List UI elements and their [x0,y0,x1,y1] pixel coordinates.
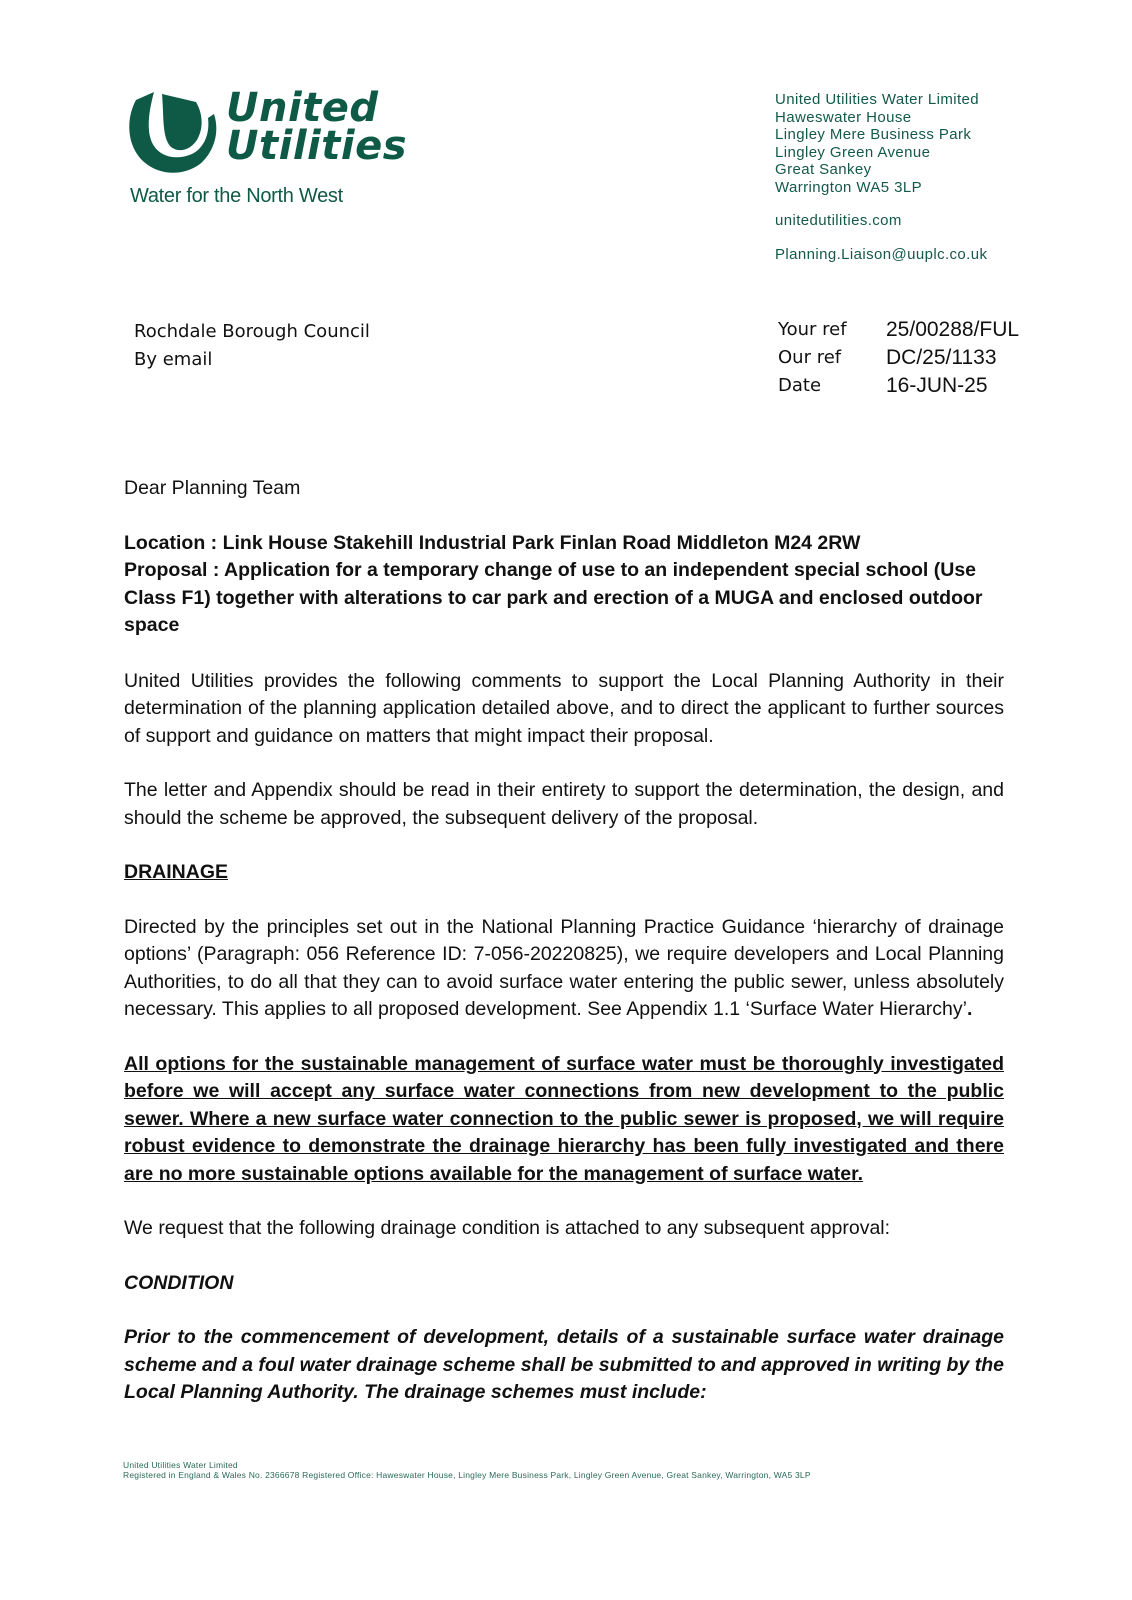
letter-body [124,475,1004,1434]
address-line: United Utilities Water Limited [775,91,980,108]
recipient-name: Rochdale Borough Council [134,321,370,342]
united-utilities-u-icon [122,88,222,178]
brand-name-line1: United [226,85,379,131]
your-ref-value: 25/00288/FUL [886,318,1020,341]
recipient-delivery: By email [134,349,213,370]
footer-company: United Utilities Water Limited [123,1460,238,1470]
website-link[interactable]: unitedutilities.com [775,212,902,229]
reference-block [778,316,1019,400]
address-line: Lingley Green Avenue [775,143,931,161]
email-link[interactable]: Planning.Liaison@uuplc.co.uk [775,245,988,263]
condition-text: Prior to the commencement of development, details of a sustainable surface water drainage scheme and a foul water drainage scheme shall be submitted to and approved in writing by the Local Planning Authority. The drainage schemes must include: [124,1326,1004,1403]
read-note-paragraph: The letter and Appendix should be read in their entirety to support the determination, the design, and should the scheme be approved, the subsequent delivery of the proposal. [124,779,1004,829]
address-line: Great Sankey [775,161,872,178]
request-paragraph: We request that the following drainage condition is attached to any subsequent approval: [124,1217,891,1239]
address-line: Warrington WA5 3LP [775,178,922,196]
brand-tagline: Water for the North West [130,185,343,207]
condition-heading: CONDITION [124,1271,234,1294]
address-line: Lingley Mere Business Park [775,126,972,143]
drainage-text-end: . [966,998,973,1020]
our-ref-value: DC/25/1133 [886,346,997,369]
drainage-text: Directed by the principles set out in the National Planning Practice Guidance ‘hierarchy of drainage options’ (Paragraph: 056 Reference ID: 7-056-20220825), we require developers and Local Planning Authorities, to do all that they can to avoid surface water entering the public sewer, unless absolutely necessary. This applies to all proposed development. See Appendix 1.1 ‘Surface Water Hierarchy’ [124,915,1004,1020]
location-and-proposal [124,530,1004,640]
page-footer [123,1460,811,1480]
our-ref-label: Our ref [778,347,842,368]
recipient-block [134,318,370,374]
location-line: Location : Link House Stakehill Industrial Park Finlan Road Middleton M24 2RW [124,531,861,554]
sender-address [775,91,987,263]
footer-registration: Registered in England & Wales No. 2366678 Registered Office: Haweswater House, Lingley Mere Business Park, Lingley Green Avenue, Great Sankey, Warrington, WA5 3LP [123,1470,811,1480]
brand-name-line2: Utilities [226,123,408,169]
intro-paragraph: United Utilities provides the following comments to support the Local Planning Authority in their determination of the planning application detailed above, and to direct the applicant to further sources of support and guidance on matters that might impact their proposal. [124,669,1004,747]
drainage-heading: DRAINAGE [124,861,229,883]
address-line: Haweswater House [775,108,912,126]
date-value: 16-JUN-25 [886,374,988,397]
proposal-line: Proposal : Application for a temporary change of use to an independent special school (Use Class F1) together with alterations to car park and erection of a MUGA and enclosed outdoor space [124,559,983,636]
emphasis-paragraph: All options for the sustainable management of surface water must be thoroughly investigated before we will accept any surface water connections from new development to the public sewer. Where a new surface water connection to the public sewer is proposed, we will require robust evidence to demonstrate the drainage hierarchy has been fully investigated and there are no more sustainable options available for the management of surface water. [124,1052,1004,1185]
salutation: Dear Planning Team [124,477,301,499]
company-logo [122,85,408,216]
date-label: Date [778,375,822,396]
your-ref-label: Your ref [778,319,847,340]
drainage-paragraph [124,914,1004,1024]
